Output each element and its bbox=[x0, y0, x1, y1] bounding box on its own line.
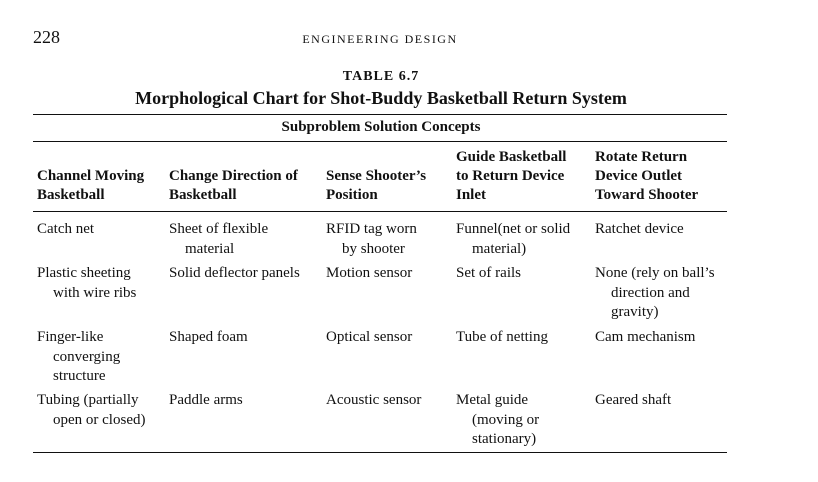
cell-line: RFID tag worn bbox=[326, 221, 417, 237]
table-cell bbox=[456, 391, 539, 450]
column-header-line bbox=[37, 148, 144, 167]
column-header bbox=[456, 148, 566, 205]
cell-line: open or closed) bbox=[53, 411, 146, 428]
table-cell bbox=[595, 264, 715, 323]
column-header-line: Guide Basketball bbox=[456, 149, 567, 165]
column-header-line: Inlet bbox=[456, 187, 486, 203]
column-header-line: Sense Shooter’s bbox=[326, 168, 427, 184]
table-cell bbox=[326, 220, 417, 259]
column-header-line: Change Direction of bbox=[169, 168, 298, 184]
table-cell bbox=[169, 391, 243, 411]
running-head: ENGINEERING DESIGN bbox=[302, 32, 458, 46]
header-rule bbox=[33, 211, 727, 212]
column-header-line bbox=[326, 148, 426, 167]
table-cell bbox=[456, 220, 570, 259]
span-header: Subproblem Solution Concepts bbox=[281, 119, 481, 135]
table-title: Morphological Chart for Shot-Buddy Basketball Return System bbox=[135, 88, 627, 108]
table-cell bbox=[37, 391, 145, 430]
cell-line: Sheet of flexible bbox=[169, 221, 269, 237]
table-cell bbox=[169, 220, 268, 259]
cell-line: Tube of netting bbox=[456, 329, 548, 345]
cell-line: by shooter bbox=[342, 240, 405, 257]
cell-line: None (rely on ball’s bbox=[595, 265, 715, 281]
cell-line: Optical sensor bbox=[326, 329, 413, 345]
cell-line: Acoustic sensor bbox=[326, 392, 422, 408]
table-cell bbox=[326, 328, 412, 348]
cell-line: Cam mechanism bbox=[595, 329, 696, 345]
table-cell bbox=[326, 391, 421, 411]
column-header-line: Device Outlet bbox=[595, 168, 683, 184]
column-header-line: Basketball bbox=[169, 187, 237, 203]
cell-line: Tubing (partially bbox=[37, 392, 139, 408]
table-cell bbox=[595, 328, 695, 348]
column-header-line: Channel Moving bbox=[37, 168, 145, 184]
table-cell bbox=[595, 220, 684, 240]
cell-line: structure bbox=[53, 368, 106, 384]
table-cell bbox=[456, 264, 521, 284]
cell-line: Funnel(net or solid bbox=[456, 221, 571, 237]
table-cell bbox=[37, 264, 136, 303]
column-header-line: Toward Shooter bbox=[595, 187, 699, 203]
table-cell bbox=[595, 391, 671, 411]
cell-line: stationary) bbox=[472, 431, 537, 447]
column-header bbox=[595, 148, 698, 205]
table-bottom-rule bbox=[33, 452, 727, 453]
cell-line: Solid deflector panels bbox=[169, 265, 300, 281]
cell-line: Finger-like bbox=[37, 329, 104, 345]
cell-line: Set of rails bbox=[456, 265, 521, 281]
column-header-line: to Return Device bbox=[456, 168, 565, 184]
column-header bbox=[37, 148, 144, 205]
cell-line: material) bbox=[472, 240, 527, 257]
cell-line: Paddle arms bbox=[169, 392, 243, 408]
cell-line: (moving or bbox=[472, 411, 540, 428]
cell-line: with wire ribs bbox=[53, 284, 137, 301]
cell-line: Motion sensor bbox=[326, 265, 413, 281]
span-header-rule bbox=[33, 141, 727, 142]
cell-line: material bbox=[185, 240, 235, 257]
cell-line: Metal guide bbox=[456, 392, 529, 408]
table-cell bbox=[169, 264, 300, 284]
column-header-line: Rotate Return bbox=[595, 149, 688, 165]
cell-line: direction and bbox=[611, 284, 690, 301]
cell-line: gravity) bbox=[611, 304, 659, 320]
cell-line: Ratchet device bbox=[595, 221, 684, 237]
cell-line: Geared shaft bbox=[595, 392, 672, 408]
cell-line: Shaped foam bbox=[169, 329, 248, 345]
table-top-rule bbox=[33, 114, 727, 115]
column-header-line: Basketball bbox=[37, 187, 105, 203]
table-cell bbox=[169, 328, 248, 348]
column-header bbox=[169, 148, 298, 205]
table-cell bbox=[37, 220, 94, 240]
cell-line: Plastic sheeting bbox=[37, 265, 131, 281]
column-header-line bbox=[169, 148, 298, 167]
table-label: TABLE 6.7 bbox=[342, 69, 420, 84]
cell-line: Catch net bbox=[37, 221, 95, 237]
column-header bbox=[326, 148, 426, 205]
cell-line: converging bbox=[53, 348, 121, 365]
page-number: 228 bbox=[33, 27, 60, 47]
table-cell bbox=[37, 328, 120, 387]
column-header-line: Position bbox=[326, 187, 378, 203]
table-cell bbox=[456, 328, 548, 348]
table-cell bbox=[326, 264, 412, 284]
